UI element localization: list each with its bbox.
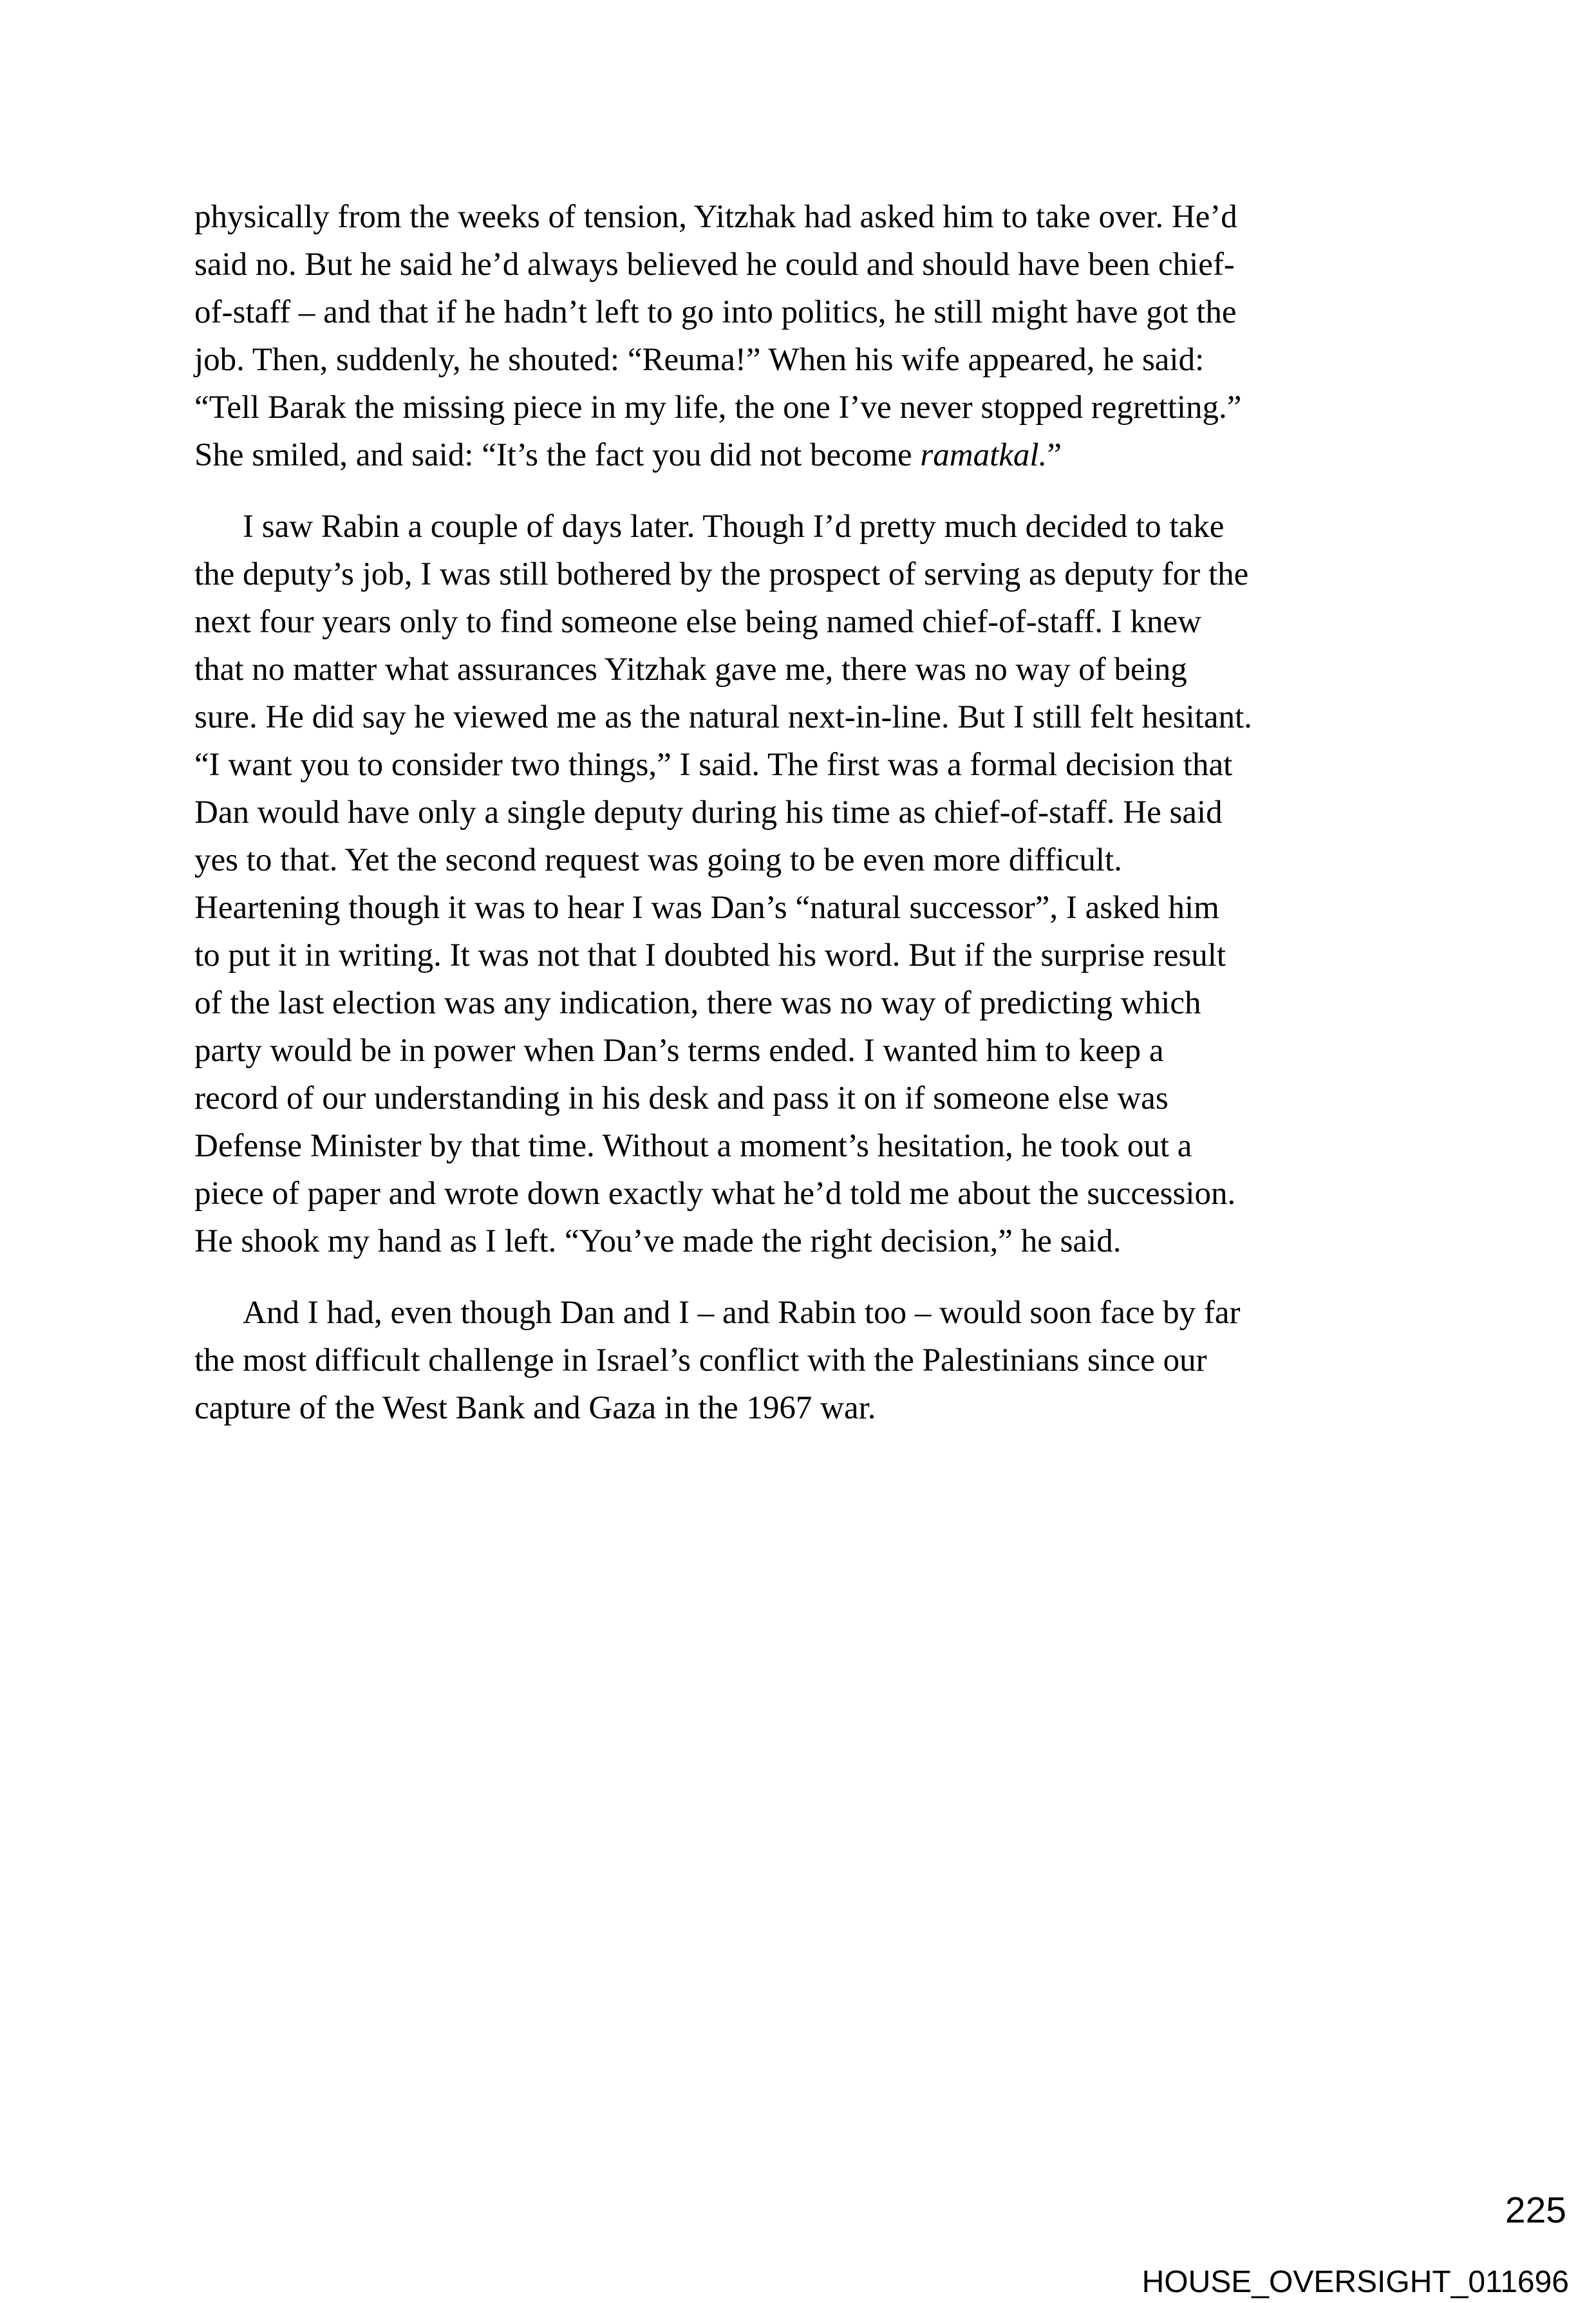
text-segment: job. Then, suddenly, he shouted: “Reuma!” When his wife appeared, he said: (194, 342, 1205, 378)
text-segment: next four years only to find someone else being named chief-of-staff. I knew (194, 604, 1201, 640)
text-segment: I saw Rabin a couple of days later. Though I’d pretty much decided to take (243, 509, 1225, 545)
text-line (194, 979, 1421, 1027)
text-line (194, 1289, 1421, 1337)
text-line (194, 1170, 1421, 1217)
text-line (194, 1027, 1421, 1075)
text-line (194, 646, 1421, 693)
text-line (194, 932, 1421, 979)
text-segment: He shook my hand as I left. “You’ve made the right decision,” he said. (194, 1223, 1122, 1259)
text-line (194, 1075, 1421, 1122)
paragraph (194, 1289, 1421, 1432)
page-number: 225 (1505, 2190, 1566, 2231)
text-line (194, 741, 1421, 789)
text-line (194, 884, 1421, 932)
text-line (194, 836, 1421, 884)
text-segment: party would be in power when Dan’s terms ended. I wanted him to keep a (194, 1033, 1164, 1069)
text-segment: said no. But he said he’d always believed he could and should have been chief- (194, 247, 1235, 283)
text-segment: capture of the West Bank and Gaza in the 1967 war. (194, 1390, 876, 1426)
text-segment: the deputy’s job, I was still bothered by the prospect of serving as deputy for the (194, 556, 1249, 592)
text-segment: ” (1047, 437, 1062, 473)
text-segment: record of our understanding in his desk and pass it on if someone else was (194, 1080, 1169, 1116)
text-segment: that no matter what assurances Yitzhak gave me, there was no way of being (194, 652, 1187, 688)
text-line (194, 1384, 1421, 1432)
text-segment: of-staff – and that if he hadn’t left to go into politics, he still might have got the (194, 294, 1237, 330)
text-line (194, 503, 1421, 550)
text-segment: yes to that. Yet the second request was going to be even more difficult. (194, 842, 1122, 878)
text-segment: of the last election was any indication, there was no way of predicting which (194, 985, 1201, 1021)
text-segment: Dan would have only a single deputy during his time as chief-of-staff. He said (194, 794, 1223, 831)
text-line (194, 193, 1421, 241)
paragraph (194, 193, 1421, 479)
text-segment: piece of paper and wrote down exactly what he’d told me about the succession. (194, 1176, 1236, 1212)
bates-stamp: HOUSE_OVERSIGHT_011696 (1141, 2265, 1569, 2299)
text-line (194, 1122, 1421, 1170)
italic-text: ramatkal. (920, 437, 1047, 473)
text-segment: “Tell Barak the missing piece in my life, the one I’ve never stopped regretting.” (194, 390, 1242, 426)
body-text (194, 193, 1421, 1432)
text-line (194, 431, 1421, 479)
text-segment: She smiled, and said: “It’s the fact you did not become (194, 437, 921, 473)
text-line (194, 789, 1421, 836)
paragraph (194, 503, 1421, 1265)
text-line (194, 1217, 1421, 1265)
text-segment: to put it in writing. It was not that I doubted his word. But if the surprise result (194, 937, 1226, 973)
text-line (194, 241, 1421, 288)
text-segment: “I want you to consider two things,” I said. The first was a formal decision that (194, 747, 1233, 783)
text-segment: And I had, even though Dan and I – and Rabin too – would soon face by far (243, 1295, 1241, 1331)
text-line (194, 550, 1421, 598)
text-line (194, 288, 1421, 336)
text-line (194, 384, 1421, 431)
text-line (194, 693, 1421, 741)
text-segment: Heartening though it was to hear I was Dan’s “natural successor”, I asked him (194, 890, 1219, 926)
text-line (194, 1337, 1421, 1384)
text-line (194, 336, 1421, 384)
text-line (194, 598, 1421, 646)
text-segment: the most difficult challenge in Israel’s conflict with the Palestinians since our (194, 1342, 1207, 1378)
text-segment: sure. He did say he viewed me as the natural next-in-line. But I still felt hesitant. (194, 699, 1252, 735)
text-segment: physically from the weeks of tension, Yitzhak had asked him to take over. He’d (194, 199, 1237, 235)
text-segment: Defense Minister by that time. Without a moment’s hesitation, he took out a (194, 1128, 1192, 1164)
